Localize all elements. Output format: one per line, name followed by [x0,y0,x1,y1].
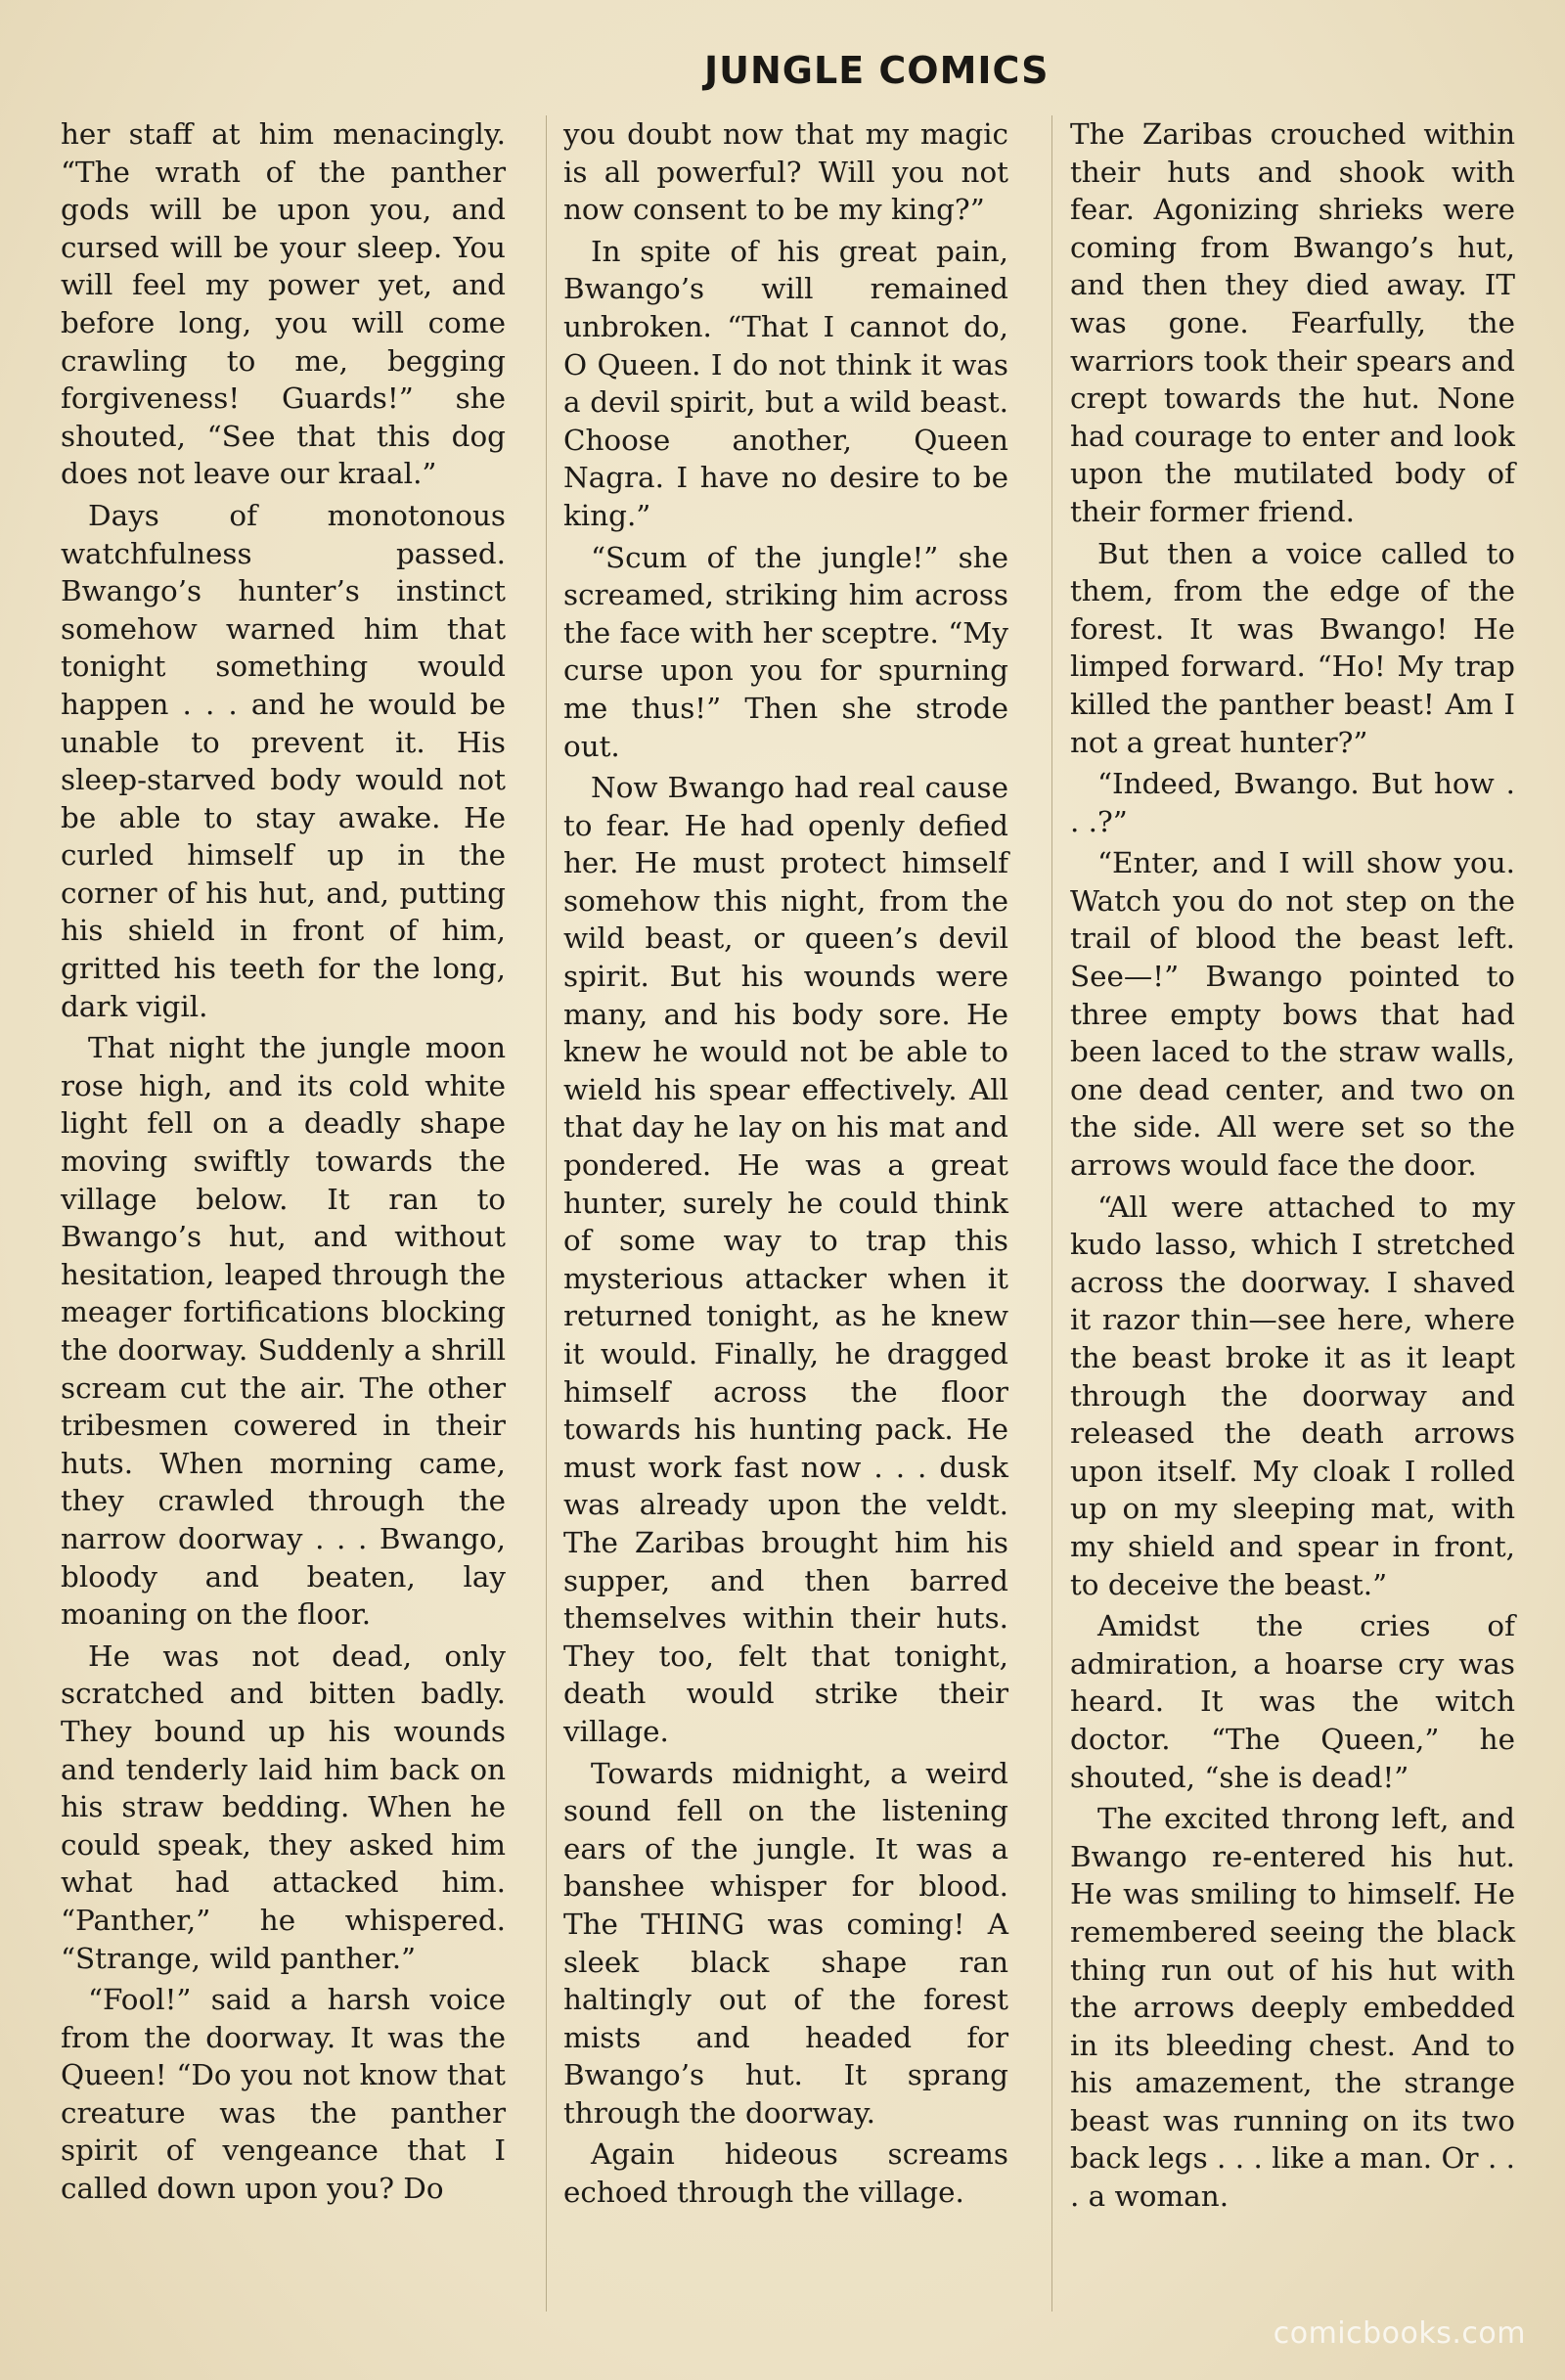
watermark: comicbooks.com [1273,2316,1526,2351]
paragraph: her staff at him menacingly. “The wrath of the panther gods will be upon you, and cursed will be your sleep. You will feel my power yet, and before long, you will come crawling to me, begging forgiveness! Guards!” she shouted, “See that this dog does not leave our kraal.” [61,117,506,491]
text-column-3 [1070,115,1515,2220]
paragraph: He was not dead, only scratched and bitten badly. They bound up his wounds and tenderly laid him back on his straw bedding. When he could speak, they asked him what had attacked him. “Panther,” he whispered. “Strange, wild panther.” [61,1639,506,1975]
text-column-1 [61,115,506,2212]
paragraph: Again hideous screams echoed through the village. [563,2137,1008,2210]
paragraph: The Zaribas crouched within their huts and shook with fear. Agonizing shrieks were coming from Bwango’s hut, and then they died away. IT was gone. Fearfully, the warriors took their spears and crept towards the hut. None had courage to enter and look upon the mutilated body of their former friend. [1070,117,1515,528]
paragraph: The excited throng left, and Bwango re-entered his hut. He was smiling to himself. He remembered seeing the black thing run out of his hut with the arrows deeply embedded in its bleeding chest. And to his amazement, the strange beast was running on its two back legs . . . like a man. Or . . . a woman. [1070,1802,1515,2214]
running-header: JUNGLE COMICS [704,49,1050,92]
paragraph: But then a voice called to them, from the edge of the forest. It was Bwango! He limped forward. “Ho! My trap killed the panther beast! Am I not a great hunter?” [1070,536,1515,759]
paragraph: Days of monotonous watchfulness passed. Bwango’s hunter’s instinct somehow warned him that tonight something would happen . . . and he would be unable to prevent it. His sleep-starved body would not be able to stay awake. He curled himself up in the corner of his hut, and, putting his shield in front of him, gritted his teeth for the long, dark vigil. [61,498,506,1023]
paragraph: “Scum of the jungle!” she screamed, striking him across the face with her sceptre. “My curse upon you for spurning me thus!” Then she strode out. [563,540,1008,763]
paragraph: “Fool!” said a harsh voice from the doorway. It was the Queen! “Do you not know that creature was the panther spirit of vengeance that I called down upon you? Do [61,1983,506,2206]
paragraph: you doubt now that my magic is all powerful? Will you not now consent to be my king?” [563,117,1008,227]
text-column-2 [563,115,1008,2216]
column-divider [546,115,547,2312]
paragraph: In spite of his great pain, Bwango’s will remained unbroken. “That I cannot do, O Queen. I do not think it was a devil spirit, but a wild beast. Choose another, Queen Nagra. I have no desire to be king.” [563,234,1008,532]
column-divider [1051,115,1052,2312]
paragraph: Towards midnight, a weird sound fell on the listening ears of the jungle. It was a banshee whisper for blood. The THING was coming! A sleek black shape ran haltingly out of the forest mists and headed for Bwango’s hut. It sprang through the doorway. [563,1756,1008,2130]
paragraph: Amidst the cries of admiration, a hoarse cry was heard. It was the witch doctor. “The Queen,” he shouted, “she is dead!” [1070,1609,1515,1794]
paragraph: Now Bwango had real cause to fear. He had openly defied her. He must protect himself somehow this night, from the wild beast, or queen’s devil spirit. But his wounds were many, and his body sore. He knew he would not be able to wield his spear effectively. All that day he lay on his mat and pondered. He was a great hunter, surely he could think of some way to trap this mysterious attacker when it returned tonight, as he knew it would. Finally, he dragged himself across the floor towards his hunting pack. He must work fast now . . . dusk was already upon the veldt. The Zaribas brought him his supper, and then barred themselves within their huts. They too, felt that tonight, death would strike their village. [563,771,1008,1748]
paragraph: That night the jungle moon rose high, and its cold white light fell on a deadly shape moving swiftly towards the village below. It ran to Bwango’s hut, and without hesitation, leaped through the meager fortifications blocking the doorway. Suddenly a shrill scream cut the air. The other tribesmen cowered in their huts. When morning came, they crawled through the narrow doorway . . . Bwango, bloody and beaten, lay moaning on the floor. [61,1031,506,1632]
paragraph: “All were attached to my kudo lasso, which I stretched across the doorway. I shaved it razor thin—see here, where the beast broke it as it leapt through the doorway and released the death arrows upon itself. My cloak I rolled up on my sleeping mat, with my shield and spear in front, to deceive the beast.” [1070,1190,1515,1601]
paragraph: “Indeed, Bwango. But how . . .?” [1070,767,1515,838]
paragraph: “Enter, and I will show you. Watch you do not step on the trail of blood the beast left. See—!” Bwango pointed to three empty bows that had been laced to the straw walls, one dead center, and two on the side. All were set so the arrows would face the door. [1070,846,1515,1183]
